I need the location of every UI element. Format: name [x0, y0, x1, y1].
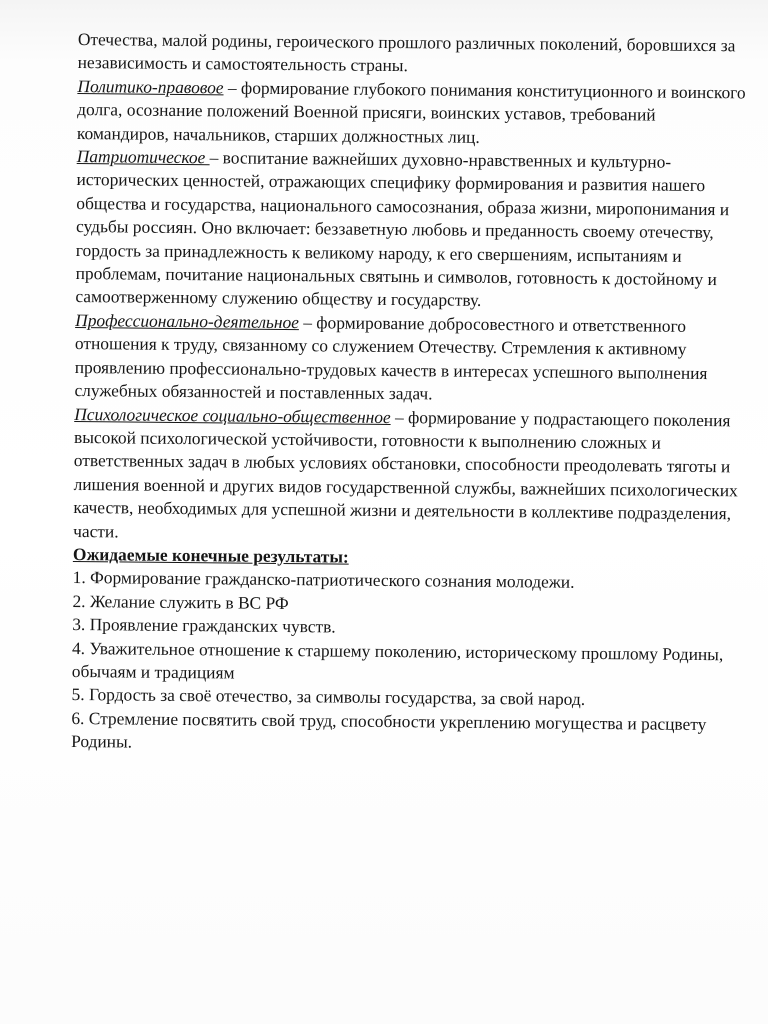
section-text: – формирование у подрастающего поколения высокой психологической устойчивости, готовности к выполнению сложных и ответственных задач в любых условиях обстановки, способности преодолевать тяготы и лишения военной и других видов государственной службы, важнейших психологических качеств, необходимых для успешной жизни и деятельности в коллективе подразделения, части.: [73, 406, 738, 541]
intro-paragraph: Отечества, малой родины, героического прошлого различных поколений, боровшихся за независимость и самостоятельность страны.: [77, 28, 736, 76]
section-text: – воспитание важнейших духовно-нравственных и культурно-исторических ценностей, отражающих специфику формирования и развития нашего общества и государства, национального самосознания, образа жизни, миропонимания и судьбы россиян. Оно включает: беззаветную любовь и преданность своему отечеству, гордость за принадлежность к великому народу, к его свершениям, испытаниям и проблемам, почитание национальных святынь и символов, готовность к достойному и самоотверженному служению обществу и государству.: [75, 147, 730, 311]
list-item: 1. Формирование гражданско-патриотического сознания молодежи.: [72, 567, 575, 593]
section-term: Психологическое социально-общественное: [74, 403, 391, 427]
list-item: 2. Желание служить в ВС РФ: [72, 590, 289, 613]
document-page: [71, 28, 748, 760]
list-item: 5. Гордость за своё отечество, за символы государства, за свой народ.: [71, 684, 586, 710]
results-heading: Ожидаемые конечные результаты:: [72, 543, 349, 567]
section-professional: [74, 309, 745, 409]
section-political-legal: [77, 75, 748, 152]
section-text: – формирование добросовестного и ответственного отношения к труду, связанному со служением Отечеству. Стремления к активному проявлению профессионально-трудовых качеств в интересах успешного выполнения служебных обязанностей и поставленных задач.: [74, 312, 708, 404]
list-item: 3. Проявление гражданских чувств.: [72, 614, 336, 637]
list-item: 4. Уважительное отношение к старшему поколению, историческому прошлому Родины, обычаям и традициям: [71, 637, 724, 683]
results-list: [71, 566, 743, 760]
list-item: 6. Стремление посвятить свой труд, способности укреплению могущества и расцвету Родины.: [71, 707, 707, 752]
section-text: – формирование глубокого понимания конституционного и воинского долга, осознание положений Военной присяги, воинских уставов, требований командиров, начальников, старших должностных лиц.: [76, 77, 746, 147]
section-patriotic: [75, 145, 747, 315]
section-term: Патриотическое: [76, 146, 210, 168]
section-term: Профессионально-деятельное: [75, 309, 300, 333]
section-psychological: [73, 402, 744, 549]
section-term: Политико-правовое: [77, 75, 224, 98]
